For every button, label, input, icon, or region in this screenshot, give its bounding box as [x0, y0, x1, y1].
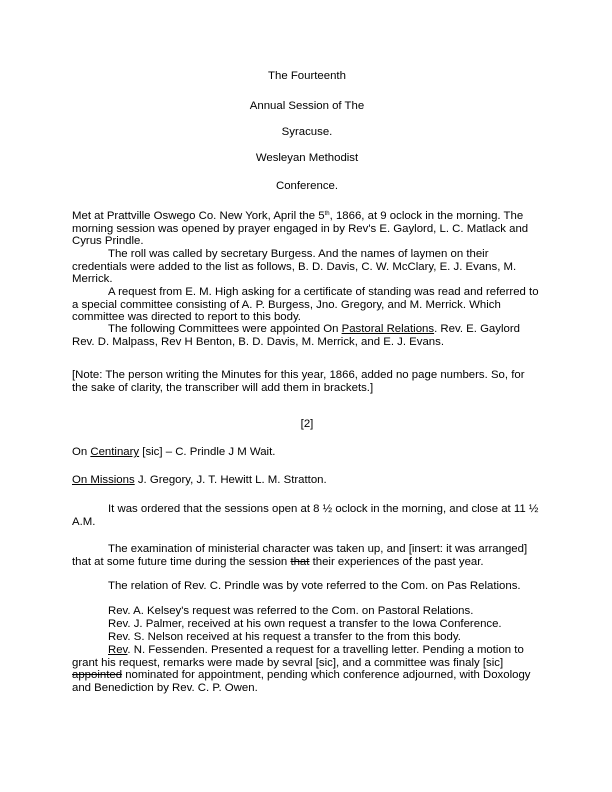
struck-word-appointed: appointed — [72, 669, 123, 682]
title-line-5: Conference. — [275, 180, 339, 192]
transcriber-note: [Note: The person writing the Minutes for this year, 1866, added no page numbers. So, for the sake of clarity, the transcriber will add them in brackets.] — [72, 369, 525, 394]
rev-underlined: Rev — [108, 644, 128, 656]
title-line-3: Syracuse. — [281, 126, 333, 138]
examination-text-a: The examination of ministerial character was taken up, and [insert: it was arranged] that at some future time during the session — [72, 543, 528, 568]
certificate-request-paragraph: A request from E. M. High asking for a certificate of standing was read and referred to a special committee consisting of A. P. Burgess, Jno. Gregory, and M. Merrick. Which committee was directed to report to this body. — [72, 286, 539, 324]
missions-committee — [72, 474, 542, 487]
title-line-1: The Fourteenth — [268, 70, 346, 82]
pastoral-relations-heading: Pastoral Relations — [341, 323, 435, 335]
ordinal-suffix: th — [324, 211, 330, 217]
title-line-4: Wesleyan Methodist — [255, 152, 359, 164]
palmer-paragraph: Rev. J. Palmer, received at his own request a transfer to the Iowa Conference. — [108, 618, 502, 630]
nelson-paragraph: Rev. S. Nelson received at his request a transfer to the from this body. — [108, 631, 461, 643]
centinary-members: [sic] – C. Prindle J M Wait. — [139, 446, 276, 458]
page-number: [2] — [300, 418, 314, 430]
kelsey-paragraph: Rev. A. Kelsey's request was referred to the Com. on Pastoral Relations. — [108, 605, 474, 617]
missions-heading: On Missions — [72, 474, 135, 486]
fessenden-text-a: . N. Fessenden. Presented a request for a travelling letter. Pending a motion to grant his request, remarks were made by sevral [sic], and a committee was finaly [sic] — [72, 644, 524, 669]
prindle-relation-paragraph: The relation of Rev. C. Prindle was by vote referred to the Com. on Pas Relations. — [108, 580, 521, 592]
committees-paragraph — [72, 323, 542, 348]
title-line-2: Annual Session of The — [249, 100, 365, 112]
roll-call-paragraph: The roll was called by secretary Burgess. And the names of laymen on their credentials were added to the list as follows, B. D. Davis, C. W. McClary, E. J. Evans, M. Merrick. — [72, 248, 517, 286]
examination-text-b: their experiences of the past year. — [309, 555, 484, 568]
centinary-prefix: On — [72, 446, 91, 458]
opening-paragraph — [72, 210, 542, 248]
committees-text-b: . Rev. E. Gaylord Rev. D. Malpass, Rev H Benton, B. D. Davis, M. Merrick, and E. J. Evans. — [72, 323, 520, 348]
examination-paragraph — [72, 543, 542, 568]
missions-members: J. Gregory, J. T. Hewitt L. M. Stratton. — [134, 474, 327, 486]
sessions-paragraph: It was ordered that the sessions open at 8 ½ oclock in the morning, and close at 11 ½ A.M. — [72, 503, 539, 528]
committees-text-a: The following Committees were appointed On — [108, 323, 342, 335]
opening-text-b: , 1866, at 9 oclock in the morning. The morning session was opened by prayer engaged in by Rev's E. Gaylord, L. C. Matlack and Cyrus Prindle. — [72, 210, 529, 248]
centinary-committee — [72, 446, 542, 459]
fessenden-paragraph — [72, 644, 542, 694]
struck-word: that — [290, 555, 310, 568]
opening-text-a: Met at Prattville Oswego Co. New York, April the 5 — [72, 210, 325, 222]
fessenden-text-b: nominated for appointment, pending which conference adjourned, with Doxology and Benediction by Rev. C. P. Owen. — [72, 669, 531, 694]
centinary-heading: Centinary — [90, 446, 140, 458]
